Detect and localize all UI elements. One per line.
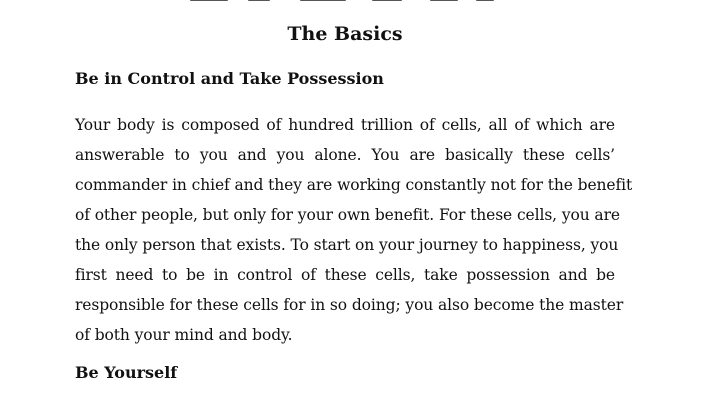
section-heading-be-yourself: Be Yourself <box>75 363 178 382</box>
paragraph-line: commander in chief and they are working constantly not for the benefit <box>75 176 633 194</box>
paragraph-line: answerable to you and you alone. You are basically these cells’ <box>75 146 615 164</box>
cropped-previous-text <box>0 0 720 6</box>
page-title: The Basics <box>287 23 403 45</box>
paragraph-line: Your body is composed of hundred trillion of cells, all of which are <box>75 116 615 134</box>
paragraph-line: first need to be in control of these cells, take possession and be <box>75 266 615 284</box>
section-heading-control: Be in Control and Take Possession <box>75 69 384 88</box>
paragraph-line: the only person that exists. To start on your journey to happiness, you <box>75 236 619 254</box>
body-paragraph <box>75 110 633 350</box>
paragraph-line: responsible for these cells for in so doing; you also become the master <box>75 296 624 314</box>
paragraph-line: of other people, but only for your own benefit. For these cells, you are <box>75 206 620 224</box>
paragraph-line: of both your mind and body. <box>75 326 293 344</box>
